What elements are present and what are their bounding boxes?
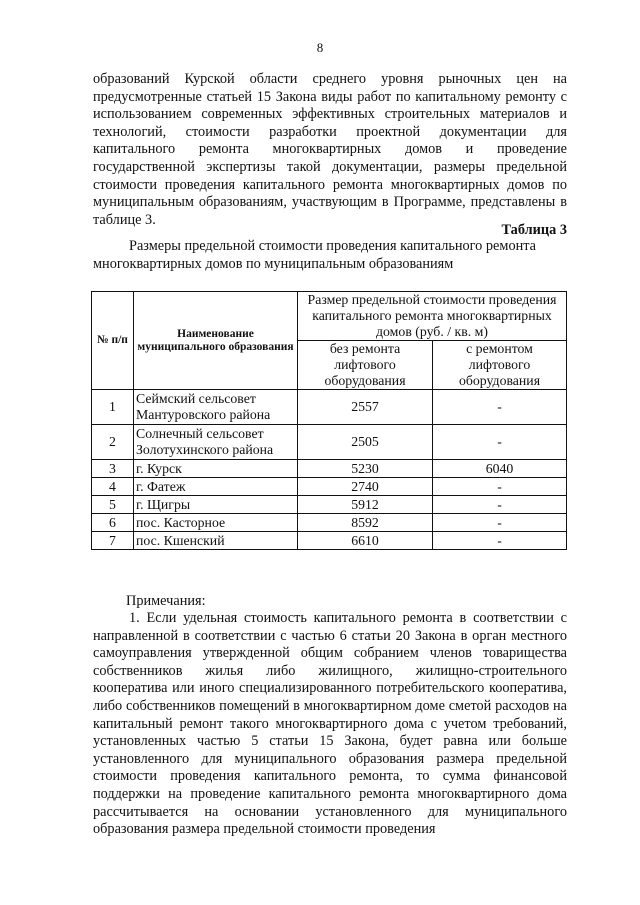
row-name: Солнечный сельсовет Золотухинского района xyxy=(134,425,298,460)
row-without: 6610 xyxy=(298,532,433,550)
row-with: - xyxy=(433,390,567,425)
row-with: - xyxy=(433,478,567,496)
table-row xyxy=(92,460,567,478)
row-name: пос. Кшенский xyxy=(134,532,298,550)
row-name: г. Курск xyxy=(134,460,298,478)
row-without: 8592 xyxy=(298,514,433,532)
row-name: Сеймский сельсовет Мантуровского района xyxy=(134,390,298,425)
row-without: 2505 xyxy=(298,425,433,460)
table-caption-line-2: многоквартирных домов по муниципальным образованиям xyxy=(93,255,454,272)
header-with-elevator: с ремонтом лифтового оборудования xyxy=(433,341,567,390)
row-num: 7 xyxy=(92,532,134,550)
notes-title: Примечания: xyxy=(126,593,206,609)
row-without: 5230 xyxy=(298,460,433,478)
row-without: 2740 xyxy=(298,478,433,496)
row-num: 1 xyxy=(92,390,134,425)
row-name: пос. Касторное xyxy=(134,514,298,532)
row-name: г. Фатеж xyxy=(134,478,298,496)
row-without: 2557 xyxy=(298,390,433,425)
row-name: г. Щигры xyxy=(134,496,298,514)
table-row xyxy=(92,390,567,425)
row-with: - xyxy=(433,532,567,550)
row-num: 5 xyxy=(92,496,134,514)
row-with: 6040 xyxy=(433,460,567,478)
table-label: Таблица 3 xyxy=(501,222,567,238)
intro-paragraph: образований Курской области среднего уровня рыночных цен на предусмотренные статьей 15 Закона виды работ по капитальному ремонту с использованием современных эффективных строительных материалов и технологий, стоимости разработки проектной документации для капитального ремонта многоквартирных домов и проведение государственной экспертизы такой документации, размеры предельной стоимости проведения капитального ремонта многоквартирных домов по муниципальным образованиям, участвующим в Программе, представлены в таблице 3. xyxy=(93,71,567,228)
row-num: 4 xyxy=(92,478,134,496)
row-with: - xyxy=(433,425,567,460)
table-row xyxy=(92,514,567,532)
note-1: 1. Если удельная стоимость капитального ремонта в соответствии с направленной в соответствии с частью 6 статьи 20 Закона в орган местного самоуправления утвержденной общим собранием членов товарищества собственников жилья либо жилищного, жилищно-строительного кооператива или иного специализированного потребительского кооператива, либо собственников помещений в многоквартирном доме сметой расходов на капитальный ремонт такого многоквартирного дома с учетом требований, установленных частью 5 статьи 15 Закона, будет равна или больше установленного для муниципального образования размера предельной стоимости проведения капитального ремонта, то сумма финансовой поддержки на проведение капитального ремонта многоквартирного дома рассчитывается на основании установленного для муниципального образования размера предельной стоимости проведения xyxy=(93,610,567,838)
row-num: 3 xyxy=(92,460,134,478)
table-row xyxy=(92,532,567,550)
page-number: 8 xyxy=(316,40,324,55)
header-name: Наименование муниципального образования xyxy=(134,292,298,390)
header-without-elevator: без ремонта лифтового оборудования xyxy=(298,341,433,390)
table-row xyxy=(92,478,567,496)
table-header-row xyxy=(92,292,567,341)
header-size-group: Размер предельной стоимости проведения капитального ремонта многоквартирных домов (руб. / кв. м) xyxy=(298,292,567,341)
row-with: - xyxy=(433,496,567,514)
header-num: № п/п xyxy=(92,292,134,390)
row-with: - xyxy=(433,514,567,532)
table-caption xyxy=(93,238,567,273)
table-row xyxy=(92,425,567,460)
row-without: 5912 xyxy=(298,496,433,514)
cost-table xyxy=(91,291,567,550)
table-caption-line-1: Размеры предельной стоимости проведения капитального ремонта xyxy=(129,238,537,254)
table-row xyxy=(92,496,567,514)
row-num: 6 xyxy=(92,514,134,532)
row-num: 2 xyxy=(92,425,134,460)
